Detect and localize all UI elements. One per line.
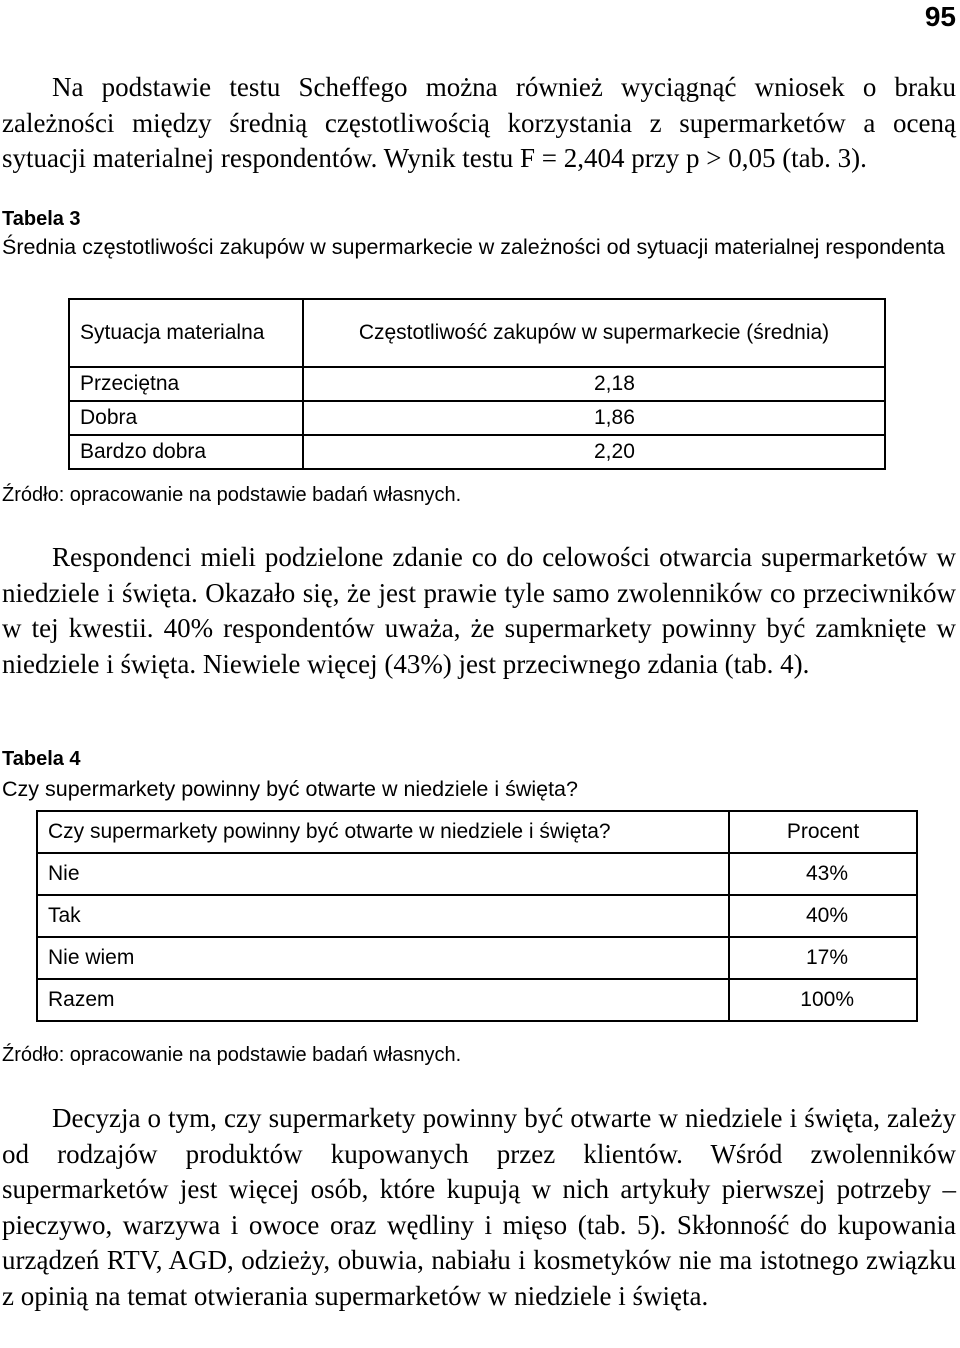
table4-caption: Czy supermarkety powinny być otwarte w niedziele i święta? bbox=[2, 777, 578, 801]
table-cell: Nie bbox=[37, 853, 729, 895]
table-header-row bbox=[69, 299, 885, 367]
table-cell: Razem bbox=[37, 979, 729, 1021]
table-cell: Bardzo dobra bbox=[69, 435, 303, 469]
header-cell: Procent bbox=[729, 811, 917, 853]
table4-source: Źródło: opracowanie na podstawie badań własnych. bbox=[2, 1044, 462, 1066]
table3-label: Tabela 3 bbox=[2, 208, 81, 230]
table-4 bbox=[36, 810, 918, 1022]
table-row bbox=[37, 979, 917, 1021]
table-cell: 43% bbox=[729, 853, 917, 895]
table-cell: Nie wiem bbox=[37, 937, 729, 979]
header-cell: Czy supermarkety powinny być otwarte w niedziele i święta? bbox=[37, 811, 729, 853]
paragraph-1: Na podstawie testu Scheffego można również wyciągnąć wniosek o braku zależności między średnią częstotliwością korzystania z supermarketów a oceną sytuacji materialnej respondentów. Wynik testu F = 2,404 przy p > 0,05 (tab. 3). bbox=[2, 72, 956, 174]
table-cell: 2,18 bbox=[303, 367, 885, 401]
paragraph-3: Decyzja o tym, czy supermarkety powinny być otwarte w niedziele i święta, zależy od rodzajów produktów kupowanych przez klientów. Wśród zwolenników supermarketów jest więcej osób, które kupują w nich artykuły pierwszej potrzeby – pieczywo, warzywa i owoce oraz wędliny i mięso (tab. 5). Skłonność do kupowania urządzeń RTV, AGD, odzieży, obuwia, nabiału i kosmetyków nie ma istotnego związku z opinią na temat otwierania supermarketów w niedziele i święta. bbox=[2, 1103, 956, 1311]
table-row bbox=[37, 853, 917, 895]
table-cell: Tak bbox=[37, 895, 729, 937]
table-cell: 17% bbox=[729, 937, 917, 979]
table-cell: Dobra bbox=[69, 401, 303, 435]
table4-label: Tabela 4 bbox=[2, 748, 81, 770]
table-row bbox=[69, 401, 885, 435]
header-cell: Sytuacja materialna bbox=[69, 299, 303, 367]
table-cell: 2,20 bbox=[303, 435, 885, 469]
table-row bbox=[69, 367, 885, 401]
paragraph-2: Respondenci mieli podzielone zdanie co do celowości otwarcia supermarketów w niedziele i święta. Okazało się, że jest prawie tyle samo zwolenników co przeciwników w tej kwestii. 40% respondentów uważa, że supermarkety powinny być zamknięte w niedziele i święta. Niewiele więcej (43%) jest przeciwnego zdania (tab. 4). bbox=[2, 542, 956, 679]
table-row bbox=[37, 937, 917, 979]
table-header-row bbox=[37, 811, 917, 853]
table-cell: 100% bbox=[729, 979, 917, 1021]
table-row bbox=[37, 895, 917, 937]
page-number: 95 bbox=[924, 1, 956, 32]
table-cell: Przeciętna bbox=[69, 367, 303, 401]
table3-caption: Średnia częstotliwości zakupów w supermarkecie w zależności od sytuacji materialnej respondenta bbox=[2, 235, 945, 259]
table-cell: 1,86 bbox=[303, 401, 885, 435]
header-cell: Częstotliwość zakupów w supermarkecie (średnia) bbox=[303, 299, 885, 367]
table3-source: Źródło: opracowanie na podstawie badań własnych. bbox=[2, 484, 462, 506]
table-row bbox=[69, 435, 885, 469]
table-3 bbox=[68, 298, 886, 470]
table-cell: 40% bbox=[729, 895, 917, 937]
